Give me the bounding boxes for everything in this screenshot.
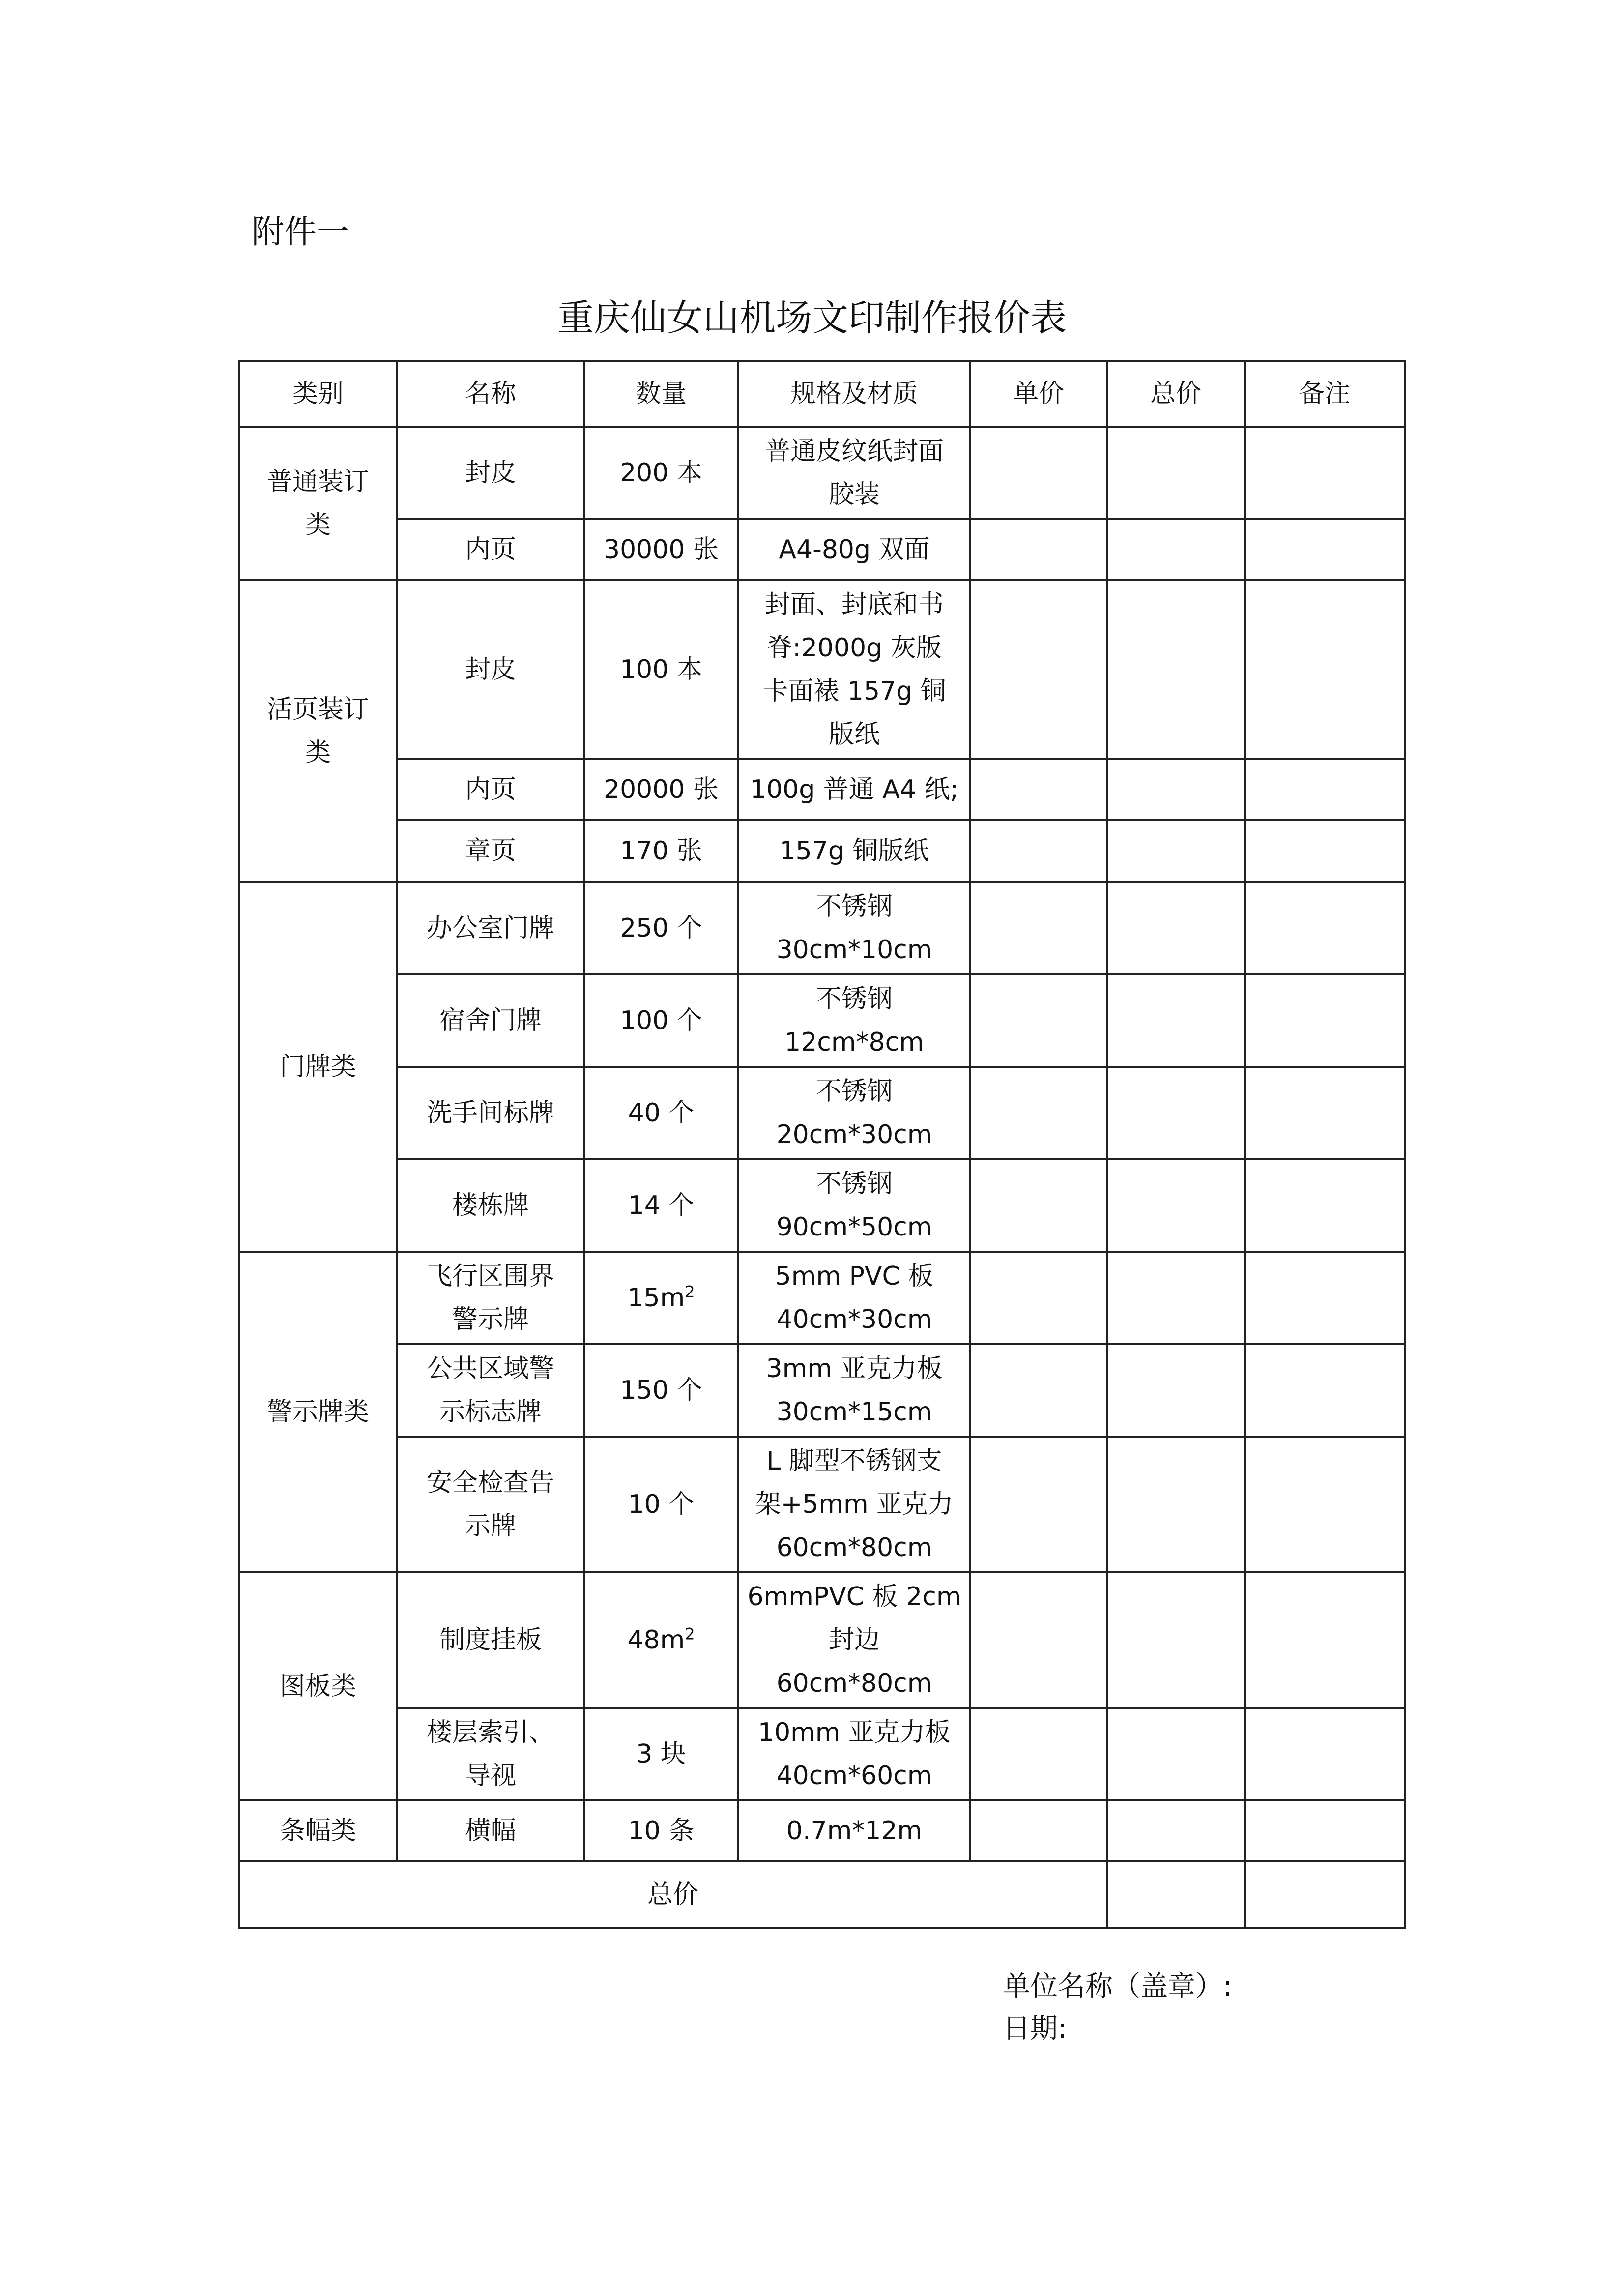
column-header: 备注 xyxy=(1245,361,1405,427)
spec-cell xyxy=(738,1572,970,1708)
item-name-cell xyxy=(397,427,584,519)
total-price-cell xyxy=(1107,1861,1245,1928)
total-price-cell xyxy=(1107,1252,1245,1344)
item-name-cell xyxy=(397,974,584,1067)
unit-price-cell xyxy=(970,882,1107,974)
table-row xyxy=(239,882,1405,974)
unit-price-cell xyxy=(970,1159,1107,1252)
quantity-cell xyxy=(584,759,738,820)
item-name-cell xyxy=(397,882,584,974)
spec-text: 封面、封底和书 脊:2000g 灰版 卡面裱 157g 铜 版纸 xyxy=(762,590,946,749)
spec-cell xyxy=(738,1344,970,1437)
spec-text: 6mmPVC 板 2cm 封边 60cm*80cm xyxy=(747,1582,961,1698)
total-price-cell xyxy=(1107,1708,1245,1800)
item-name-cell xyxy=(397,1067,584,1159)
remark-cell xyxy=(1245,1800,1405,1861)
table-row xyxy=(239,1572,1405,1708)
category-label: 条幅类 xyxy=(279,1816,356,1846)
spec-text: 5mm PVC 板 40cm*30cm xyxy=(775,1262,934,1334)
quantity-text: 150 个 xyxy=(620,1376,702,1405)
spec-text: 不锈钢 20cm*30cm xyxy=(776,1077,932,1149)
spec-text: 不锈钢 12cm*8cm xyxy=(784,984,924,1057)
category-label: 图板类 xyxy=(279,1672,356,1701)
item-name-text: 封皮 xyxy=(464,655,516,684)
remark-cell xyxy=(1245,1572,1405,1708)
item-name-text: 公共区域警 示标志牌 xyxy=(426,1354,554,1427)
remark-cell xyxy=(1245,519,1405,580)
item-name-text: 楼栋牌 xyxy=(452,1191,529,1220)
column-header: 类别 xyxy=(239,361,397,427)
category-cell xyxy=(239,580,397,882)
column-header: 单价 xyxy=(970,361,1107,427)
remark-cell xyxy=(1245,1708,1405,1800)
total-price-cell xyxy=(1107,1344,1245,1437)
item-name-text: 制度挂板 xyxy=(439,1625,542,1655)
total-price-cell xyxy=(1107,974,1245,1067)
spec-text: 0.7m*12m xyxy=(786,1816,923,1846)
spec-text: A4-80g 双面 xyxy=(779,535,930,564)
spec-text: 普通皮纹纸封面 胶装 xyxy=(764,437,944,509)
quantity-cell xyxy=(584,1159,738,1252)
spec-cell xyxy=(738,1159,970,1252)
item-name-cell xyxy=(397,820,584,882)
item-name-cell xyxy=(397,1159,584,1252)
total-label: 总价 xyxy=(239,1861,1107,1928)
quantity-cell xyxy=(584,1708,738,1800)
spec-text: 不锈钢 30cm*10cm xyxy=(776,892,932,965)
unit-price-cell xyxy=(970,974,1107,1067)
remark-cell xyxy=(1245,882,1405,974)
quantity-cell xyxy=(584,1437,738,1572)
unit-exponent: 2 xyxy=(685,1624,695,1644)
item-name-cell xyxy=(397,1252,584,1344)
remark-cell xyxy=(1245,1159,1405,1252)
category-cell xyxy=(239,882,397,1252)
total-price-cell xyxy=(1107,1572,1245,1708)
quantity-text: 170 张 xyxy=(620,836,702,866)
unit-price-cell xyxy=(970,1252,1107,1344)
table-row xyxy=(239,519,1405,580)
spec-cell xyxy=(738,580,970,759)
unit-name-label: 单位名称（盖章）: xyxy=(1003,1970,1232,2002)
quantity-cell xyxy=(584,1067,738,1159)
item-name-cell xyxy=(397,1344,584,1437)
spec-cell xyxy=(738,427,970,519)
remark-cell xyxy=(1245,580,1405,759)
total-price-cell xyxy=(1107,427,1245,519)
date-label: 日期: xyxy=(1003,2013,1067,2045)
quantity-cell xyxy=(584,427,738,519)
table-row xyxy=(239,1708,1405,1800)
table-row xyxy=(239,759,1405,820)
category-cell xyxy=(239,427,397,580)
quantity-text: 48m xyxy=(627,1625,685,1655)
total-price-cell xyxy=(1107,1067,1245,1159)
quantity-text: 14 个 xyxy=(628,1191,695,1220)
quantity-cell xyxy=(584,1572,738,1708)
unit-price-cell xyxy=(970,1572,1107,1708)
unit-price-cell xyxy=(970,580,1107,759)
unit-price-cell xyxy=(970,1344,1107,1437)
category-cell xyxy=(239,1252,397,1572)
item-name-text: 章页 xyxy=(464,836,516,866)
table-row xyxy=(239,974,1405,1067)
item-name-text: 宿舍门牌 xyxy=(439,1006,542,1035)
category-label: 普通装订 类 xyxy=(266,467,369,540)
table-row xyxy=(239,1252,1405,1344)
attachment-label: 附件一 xyxy=(252,213,349,251)
total-price-cell xyxy=(1107,820,1245,882)
quantity-text: 15m xyxy=(627,1283,685,1313)
spec-cell xyxy=(738,1437,970,1572)
category-label: 门牌类 xyxy=(279,1052,356,1082)
unit-price-cell xyxy=(970,759,1107,820)
spec-text: 3mm 亚克力板 30cm*15cm xyxy=(766,1354,943,1427)
table-row xyxy=(239,1437,1405,1572)
quantity-text: 200 本 xyxy=(620,458,702,488)
total-remark-cell xyxy=(1245,1861,1405,1928)
column-header: 名称 xyxy=(397,361,584,427)
quantity-cell xyxy=(584,882,738,974)
quantity-text: 10 条 xyxy=(628,1816,695,1846)
quantity-cell xyxy=(584,1344,738,1437)
item-name-cell xyxy=(397,1708,584,1800)
table-row xyxy=(239,580,1405,759)
total-price-cell xyxy=(1107,882,1245,974)
spec-text: L 脚型不锈钢支 架+5mm 亚克力 60cm*80cm xyxy=(755,1446,954,1562)
quantity-text: 30000 张 xyxy=(604,535,719,564)
item-name-text: 封皮 xyxy=(464,458,516,488)
quantity-cell xyxy=(584,519,738,580)
unit-price-cell xyxy=(970,1800,1107,1861)
quantity-text: 250 个 xyxy=(620,913,702,943)
item-name-cell xyxy=(397,1800,584,1861)
table-row xyxy=(239,820,1405,882)
total-row xyxy=(239,1861,1405,1928)
remark-cell xyxy=(1245,1437,1405,1572)
unit-price-cell xyxy=(970,427,1107,519)
remark-cell xyxy=(1245,1252,1405,1344)
item-name-text: 安全检查告 示牌 xyxy=(426,1468,554,1541)
item-name-text: 内页 xyxy=(464,535,516,564)
spec-cell xyxy=(738,1067,970,1159)
item-name-text: 洗手间标牌 xyxy=(426,1098,554,1128)
quantity-text: 20000 张 xyxy=(604,775,719,804)
spec-cell xyxy=(738,1252,970,1344)
item-name-text: 飞行区围界 警示牌 xyxy=(426,1262,554,1334)
spec-cell xyxy=(738,1800,970,1861)
quantity-text: 100 个 xyxy=(620,1006,702,1035)
item-name-text: 内页 xyxy=(464,775,516,804)
spec-cell xyxy=(738,820,970,882)
document-title: 重庆仙女山机场文印制作报价表 xyxy=(557,297,1067,339)
remark-cell xyxy=(1245,427,1405,519)
quantity-cell xyxy=(584,580,738,759)
quantity-text: 100 本 xyxy=(620,655,702,684)
remark-cell xyxy=(1245,974,1405,1067)
spec-cell xyxy=(738,1708,970,1800)
quote-table xyxy=(238,360,1406,1929)
remark-cell xyxy=(1245,1067,1405,1159)
spec-text: 100g 普通 A4 纸; xyxy=(750,775,959,804)
item-name-text: 楼层索引、 导视 xyxy=(426,1718,554,1791)
quantity-cell xyxy=(584,1800,738,1861)
item-name-cell xyxy=(397,1572,584,1708)
spec-text: 10mm 亚克力板 40cm*60cm xyxy=(757,1718,951,1791)
spec-cell xyxy=(738,882,970,974)
item-name-text: 横幅 xyxy=(464,1816,516,1846)
item-name-cell xyxy=(397,580,584,759)
total-price-cell xyxy=(1107,1437,1245,1572)
table-row xyxy=(239,1159,1405,1252)
total-price-cell xyxy=(1107,580,1245,759)
spec-text: 不锈钢 90cm*50cm xyxy=(776,1169,932,1242)
header-row xyxy=(239,361,1405,427)
category-cell xyxy=(239,1800,397,1861)
quantity-cell xyxy=(584,974,738,1067)
total-price-cell xyxy=(1107,1800,1245,1861)
spec-text: 157g 铜版纸 xyxy=(779,836,929,866)
unit-price-cell xyxy=(970,1708,1107,1800)
spec-cell xyxy=(738,759,970,820)
table-row xyxy=(239,1344,1405,1437)
quantity-cell xyxy=(584,820,738,882)
remark-cell xyxy=(1245,820,1405,882)
item-name-cell xyxy=(397,519,584,580)
category-label: 警示牌类 xyxy=(266,1397,369,1427)
table-row xyxy=(239,1800,1405,1861)
unit-price-cell xyxy=(970,1437,1107,1572)
remark-cell xyxy=(1245,1344,1405,1437)
total-price-cell xyxy=(1107,519,1245,580)
column-header: 规格及材质 xyxy=(738,361,970,427)
quantity-text: 10 个 xyxy=(628,1490,695,1519)
quantity-text: 40 个 xyxy=(628,1098,695,1128)
unit-price-cell xyxy=(970,1067,1107,1159)
remark-cell xyxy=(1245,759,1405,820)
category-cell xyxy=(239,1572,397,1800)
quantity-cell xyxy=(584,1252,738,1344)
spec-cell xyxy=(738,974,970,1067)
item-name-cell xyxy=(397,1437,584,1572)
item-name-text: 办公室门牌 xyxy=(426,913,554,943)
total-price-cell xyxy=(1107,1159,1245,1252)
column-header: 总价 xyxy=(1107,361,1245,427)
total-price-cell xyxy=(1107,759,1245,820)
table-body xyxy=(239,427,1405,1861)
quantity-text: 3 块 xyxy=(636,1739,686,1769)
unit-price-cell xyxy=(970,820,1107,882)
unit-price-cell xyxy=(970,519,1107,580)
unit-exponent: 2 xyxy=(685,1282,695,1301)
table-row xyxy=(239,1067,1405,1159)
column-header: 数量 xyxy=(584,361,738,427)
item-name-cell xyxy=(397,759,584,820)
table-row xyxy=(239,427,1405,519)
spec-cell xyxy=(738,519,970,580)
category-label: 活页装订 类 xyxy=(266,695,369,767)
